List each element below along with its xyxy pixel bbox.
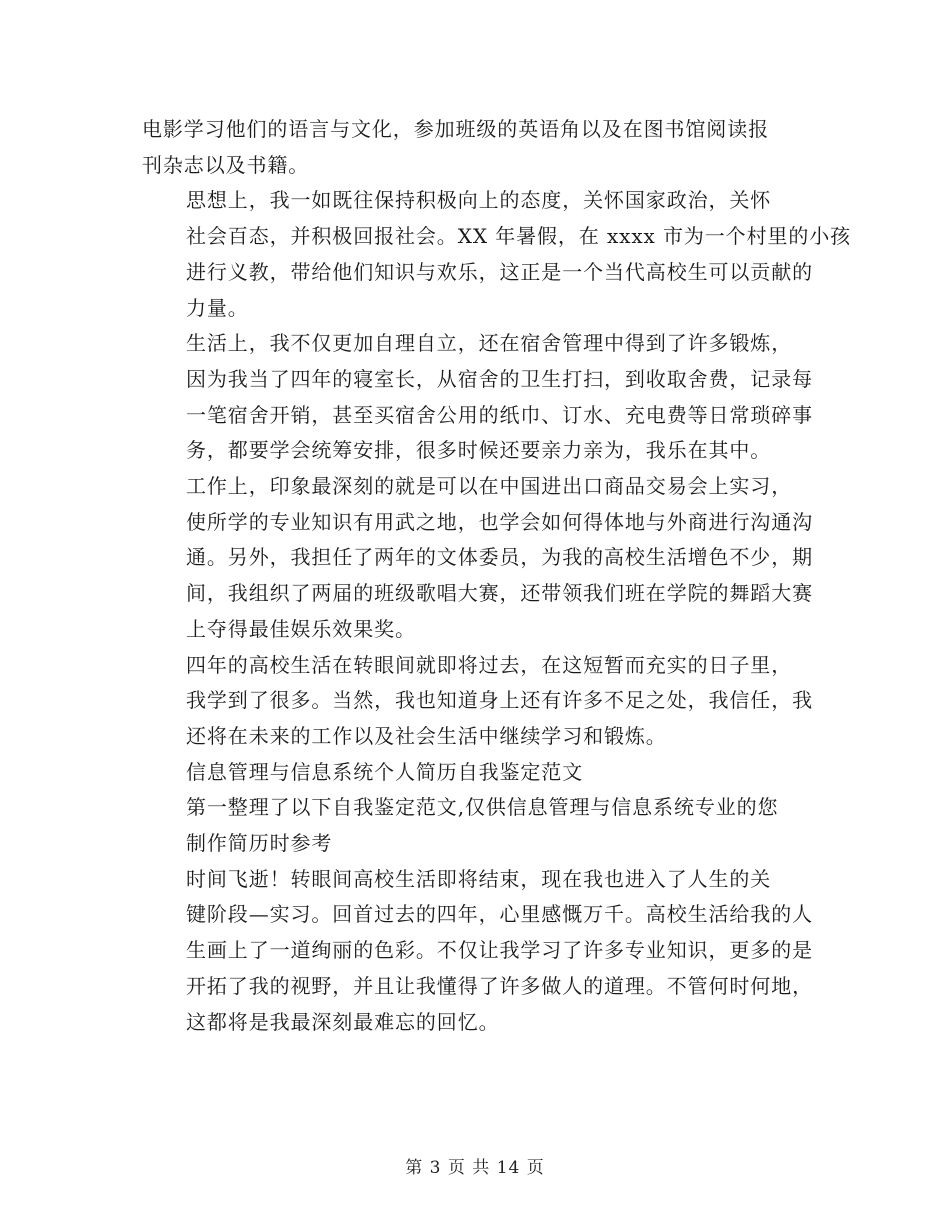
text-line: 工作上，印象最深刻的就是可以在中国进出口商品交易会上实习， — [186, 474, 793, 499]
text-line: 上夺得最佳娱乐效果奖。 — [186, 616, 416, 641]
paragraph — [142, 790, 810, 861]
text-line: 社会百态，并积极回报社会。XX 年暑假，在 xxxx 市为一个村里的小孩 — [186, 224, 852, 249]
paragraph — [142, 469, 813, 648]
text-line: 生活上，我不仅更加自理自立，还在宿舍管理中得到了许多锻炼， — [186, 331, 793, 356]
text-line: 时间飞逝！转眼间高校生活即将结束，现在我也进入了人生的关 — [186, 866, 772, 891]
text-line: 间，我组织了两届的班级歌唱大赛，还带领我们班在学院的舞蹈大赛 — [186, 581, 813, 606]
paragraph — [142, 862, 813, 1041]
text-line: 第一整理了以下自我鉴定范文,仅供信息管理与信息系统专业的您 — [186, 795, 779, 820]
paragraph — [142, 648, 813, 755]
paragraph — [142, 326, 813, 469]
text-line: 务，都要学会统筹安排，很多时候还要亲力亲为，我乐在其中。 — [186, 438, 772, 463]
text-line: 四年的高校生活在转眼间就即将过去，在这短暂而充实的日子里， — [186, 652, 793, 677]
text-line: 使所学的专业知识有用武之地，也学会如何得体地与外商进行沟通沟 — [186, 509, 813, 534]
page-footer: 第 3 页 共 14 页 — [405, 1158, 545, 1178]
text-line: 开拓了我的视野，并且让我懂得了许多做人的道理。不管何时何地， — [186, 973, 813, 998]
text-line: 键阶段—实习。回首过去的四年，心里感慨万千。高校生活给我的人 — [186, 902, 813, 927]
text-line: 思想上，我一如既往保持积极向上的态度，关怀国家政治，关怀 — [186, 188, 772, 213]
paragraph — [142, 112, 810, 183]
text-line: 刊杂志以及书籍。 — [142, 152, 310, 177]
text-line: 通。另外，我担任了两年的文体委员，为我的高校生活增色不少，期 — [186, 545, 813, 570]
text-line: 制作简历时参考 — [186, 831, 333, 856]
text-line: 这都将是我最深刻最难忘的回忆。 — [186, 1009, 500, 1034]
paragraph — [142, 755, 810, 791]
text-line: 力量。 — [186, 295, 249, 320]
paragraph — [142, 183, 852, 326]
text-line: 一笔宿舍开销，甚至买宿舍公用的纸巾、订水、充电费等日常琐碎事 — [186, 402, 813, 427]
document-body — [142, 112, 852, 1040]
text-line: 生画上了一道绚丽的色彩。不仅让我学习了许多专业知识，更多的是 — [186, 938, 813, 963]
text-line: 信息管理与信息系统个人简历自我鉴定范文 — [186, 759, 584, 784]
text-line: 还将在未来的工作以及社会生活中继续学习和锻炼。 — [186, 723, 667, 748]
text-line: 进行义教，带给他们知识与欢乐，这正是一个当代高校生可以贡献的 — [186, 259, 813, 284]
text-line: 电影学习他们的语言与文化，参加班级的英语角以及在图书馆阅读报 — [142, 117, 769, 141]
text-line: 因为我当了四年的寝室长，从宿舍的卫生打扫，到收取舍费，记录每 — [186, 366, 813, 391]
text-line: 我学到了很多。当然，我也知道身上还有许多不足之处，我信任，我 — [186, 688, 813, 713]
